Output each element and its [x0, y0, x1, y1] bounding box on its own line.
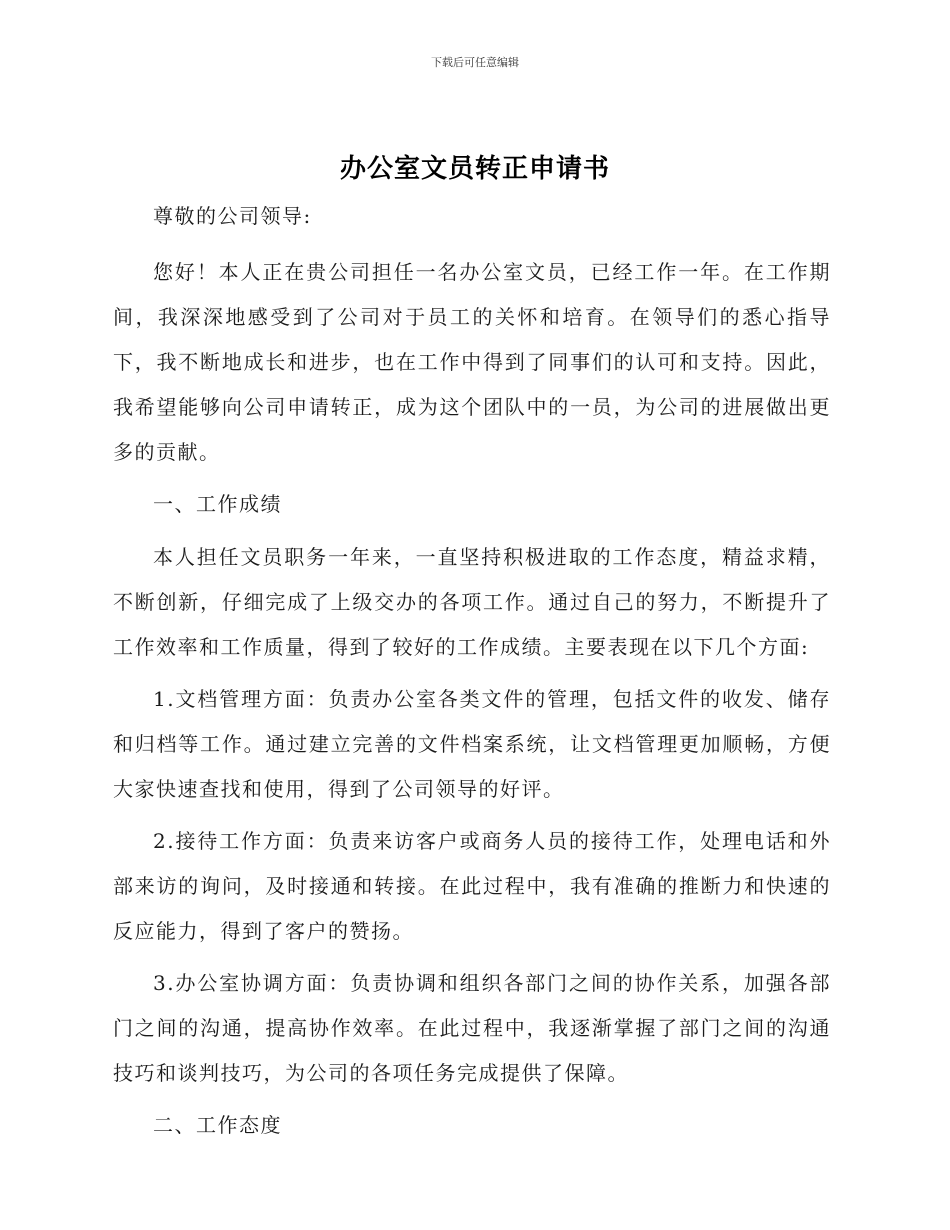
item-document-management: 1.文档管理方面：负责办公室各类文件的管理，包括文件的收发、储存和归档等工作。通过建立完善的文件档案系统，让文档管理更加顺畅，方便大家快速查找和使用，得到了公司领导的好评。 — [113, 687, 831, 801]
document-body — [113, 194, 831, 1156]
section-heading-work-attitude: 二、工作态度 — [153, 1113, 282, 1137]
work-results-paragraph: 本人担任文员职务一年来，一直坚持积极进取的工作态度，精益求精，不断创新，仔细完成了上级交办的各项工作。通过自己的努力，不断提升了工作效率和工作质量，得到了较好的工作成绩。主要表现在以下几个方面: — [113, 545, 831, 659]
header-note: 下载后可任意编辑 — [431, 56, 519, 69]
intro-paragraph: 您好！本人正在贵公司担任一名办公室文员，已经工作一年。在工作期间，我深深地感受到了公司对于员工的关怀和培育。在领导们的悉心指导下，我不断地成长和进步，也在工作中得到了同事们的认可和支持。因此，我希望能够向公司申请转正，成为这个团队中的一员，为公司的进展做出更多的贡献。 — [113, 260, 831, 464]
salutation: 尊敬的公司领导: — [153, 204, 312, 228]
item-reception-work: 2.接待工作方面：负责来访客户或商务人员的接待工作，处理电话和外部来访的询问，及时接通和转接。在此过程中，我有准确的推断力和快速的反应能力，得到了客户的赞扬。 — [113, 829, 831, 943]
section-heading-work-results: 一、工作成绩 — [153, 492, 282, 516]
item-office-coordination: 3.办公室协调方面：负责协调和组织各部门之间的协作关系，加强各部门之间的沟通，提高协作效率。在此过程中，我逐渐掌握了部门之间的沟通技巧和谈判技巧，为公司的各项任务完成提供了保障。 — [113, 971, 831, 1085]
document-title: 办公室文员转正申请书 — [339, 154, 610, 184]
